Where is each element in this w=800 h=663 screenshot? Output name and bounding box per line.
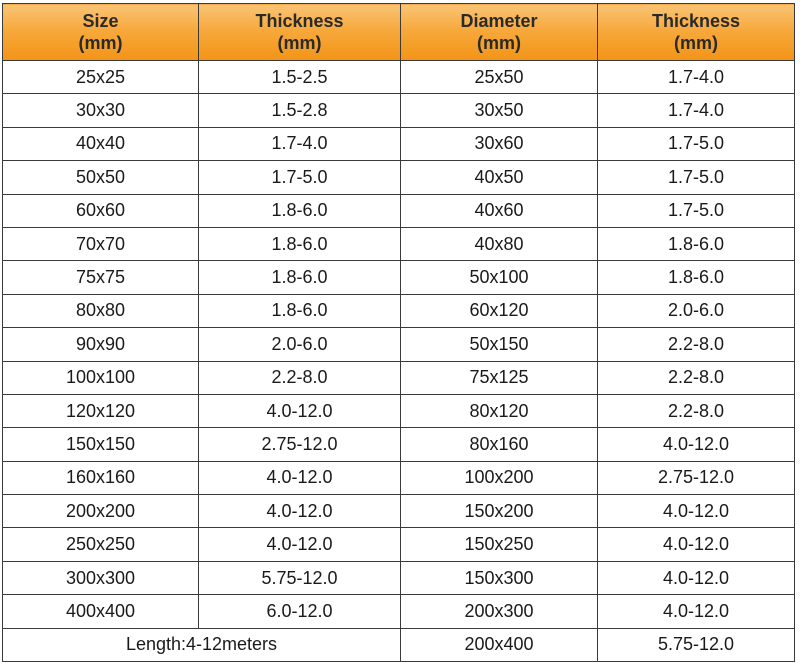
thickness-cell: 2.2-8.0 xyxy=(199,361,401,394)
thickness-cell: 2.0-6.0 xyxy=(199,328,401,361)
size-cell: 40x40 xyxy=(3,127,199,160)
diameter-cell: 30x50 xyxy=(401,94,598,127)
diameter-cell: 150x200 xyxy=(401,495,598,528)
thickness-cell: 4.0-12.0 xyxy=(598,561,795,594)
size-cell: 70x70 xyxy=(3,227,199,260)
size-cell: 400x400 xyxy=(3,595,199,628)
table-row xyxy=(3,127,795,160)
header-diameter-unit: (mm) xyxy=(477,33,521,53)
diameter-cell: 50x150 xyxy=(401,328,598,361)
thickness-cell: 1.8-6.0 xyxy=(199,194,401,227)
thickness-cell: 4.0-12.0 xyxy=(598,528,795,561)
thickness-cell: 4.0-12.0 xyxy=(199,495,401,528)
table-row xyxy=(3,528,795,561)
size-cell: 90x90 xyxy=(3,328,199,361)
header-diameter xyxy=(401,4,598,61)
diameter-cell: 200x400 xyxy=(401,628,598,661)
thickness-cell: 1.8-6.0 xyxy=(199,227,401,260)
header-size-unit: (mm) xyxy=(78,33,123,53)
thickness-cell: 1.5-2.5 xyxy=(199,61,401,94)
table-footer-row xyxy=(3,628,795,661)
size-cell: 200x200 xyxy=(3,495,199,528)
spec-table-container xyxy=(2,3,794,662)
header-thickness-2-label: Thickness xyxy=(651,11,741,31)
header-thickness-2-unit: (mm) xyxy=(674,33,718,53)
size-cell: 100x100 xyxy=(3,361,199,394)
thickness-cell: 2.2-8.0 xyxy=(598,328,795,361)
thickness-cell: 1.7-4.0 xyxy=(598,94,795,127)
thickness-cell: 2.2-8.0 xyxy=(598,394,795,427)
diameter-cell: 150x250 xyxy=(401,528,598,561)
thickness-cell: 1.8-6.0 xyxy=(598,261,795,294)
header-size-label: Size xyxy=(82,11,119,31)
thickness-cell: 5.75-12.0 xyxy=(598,628,795,661)
size-cell: 120x120 xyxy=(3,394,199,427)
table-row xyxy=(3,161,795,194)
diameter-cell: 75x125 xyxy=(401,361,598,394)
thickness-cell: 2.75-12.0 xyxy=(199,428,401,461)
thickness-cell: 2.2-8.0 xyxy=(598,361,795,394)
thickness-cell: 1.8-6.0 xyxy=(598,227,795,260)
table-row xyxy=(3,495,795,528)
thickness-cell: 1.7-5.0 xyxy=(199,161,401,194)
header-row xyxy=(3,4,795,61)
table-row xyxy=(3,394,795,427)
header-thickness-2 xyxy=(598,4,795,61)
diameter-cell: 150x300 xyxy=(401,561,598,594)
thickness-cell: 1.8-6.0 xyxy=(199,294,401,327)
table-row xyxy=(3,595,795,628)
table-row xyxy=(3,94,795,127)
header-diameter-label: Diameter xyxy=(460,11,538,31)
thickness-cell: 1.7-5.0 xyxy=(598,161,795,194)
thickness-cell: 1.8-6.0 xyxy=(199,261,401,294)
thickness-cell: 4.0-12.0 xyxy=(598,595,795,628)
thickness-cell: 1.7-4.0 xyxy=(199,127,401,160)
diameter-cell: 200x300 xyxy=(401,595,598,628)
thickness-cell: 6.0-12.0 xyxy=(199,595,401,628)
pipe-spec-table xyxy=(2,3,795,662)
table-row xyxy=(3,461,795,494)
size-cell: 30x30 xyxy=(3,94,199,127)
size-cell: 50x50 xyxy=(3,161,199,194)
size-cell: 250x250 xyxy=(3,528,199,561)
thickness-cell: 4.0-12.0 xyxy=(199,394,401,427)
diameter-cell: 25x50 xyxy=(401,61,598,94)
diameter-cell: 40x50 xyxy=(401,161,598,194)
size-cell: 75x75 xyxy=(3,261,199,294)
diameter-cell: 40x60 xyxy=(401,194,598,227)
table-row xyxy=(3,294,795,327)
thickness-cell: 1.7-5.0 xyxy=(598,127,795,160)
diameter-cell: 30x60 xyxy=(401,127,598,160)
table-row xyxy=(3,561,795,594)
diameter-cell: 60x120 xyxy=(401,294,598,327)
table-row xyxy=(3,227,795,260)
thickness-cell: 5.75-12.0 xyxy=(199,561,401,594)
table-row xyxy=(3,194,795,227)
size-cell: 300x300 xyxy=(3,561,199,594)
thickness-cell: 1.5-2.8 xyxy=(199,94,401,127)
diameter-cell: 100x200 xyxy=(401,461,598,494)
diameter-cell: 50x100 xyxy=(401,261,598,294)
diameter-cell: 80x120 xyxy=(401,394,598,427)
thickness-cell: 4.0-12.0 xyxy=(199,528,401,561)
table-row xyxy=(3,328,795,361)
length-note-cell: Length:4-12meters xyxy=(3,628,401,661)
thickness-cell: 2.0-6.0 xyxy=(598,294,795,327)
size-cell: 25x25 xyxy=(3,61,199,94)
thickness-cell: 4.0-12.0 xyxy=(598,428,795,461)
diameter-cell: 40x80 xyxy=(401,227,598,260)
size-cell: 150x150 xyxy=(3,428,199,461)
header-thickness-1-label: Thickness xyxy=(255,11,344,31)
diameter-cell: 80x160 xyxy=(401,428,598,461)
header-size xyxy=(3,4,199,61)
thickness-cell: 1.7-4.0 xyxy=(598,61,795,94)
size-cell: 60x60 xyxy=(3,194,199,227)
table-row xyxy=(3,261,795,294)
thickness-cell: 4.0-12.0 xyxy=(598,495,795,528)
table-row xyxy=(3,428,795,461)
thickness-cell: 2.75-12.0 xyxy=(598,461,795,494)
header-thickness-1 xyxy=(199,4,401,61)
table-row xyxy=(3,61,795,94)
table-body xyxy=(3,61,795,662)
header-thickness-1-unit: (mm) xyxy=(277,33,322,53)
size-cell: 80x80 xyxy=(3,294,199,327)
table-header xyxy=(3,4,795,61)
thickness-cell: 1.7-5.0 xyxy=(598,194,795,227)
table-row xyxy=(3,361,795,394)
thickness-cell: 4.0-12.0 xyxy=(199,461,401,494)
size-cell: 160x160 xyxy=(3,461,199,494)
